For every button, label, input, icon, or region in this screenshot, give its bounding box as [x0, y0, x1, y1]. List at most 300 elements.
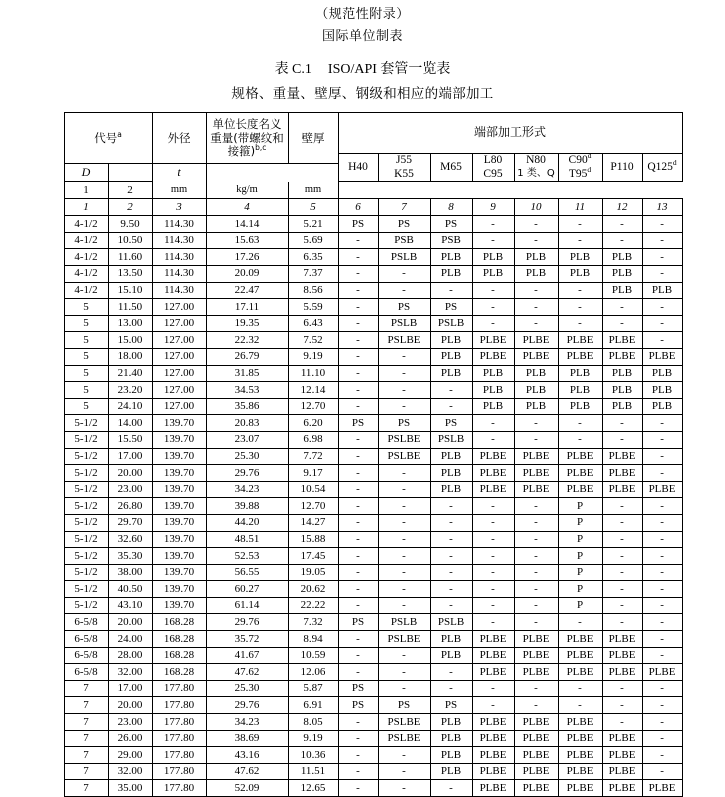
- end-finish-cell: PLBE: [472, 647, 514, 664]
- end-finish-cell: -: [514, 514, 558, 531]
- end-finish-cell: -: [514, 216, 558, 233]
- end-finish-cell: PLBE: [514, 747, 558, 764]
- header-outer-diameter: 外径: [152, 113, 206, 164]
- weight-kgm-cell: 52.09: [206, 780, 288, 797]
- nominal-weight-lb-cell: 24.00: [108, 631, 152, 648]
- weight-kgm-cell: 17.26: [206, 249, 288, 266]
- end-finish-cell: -: [642, 647, 682, 664]
- end-finish-cell: -: [642, 498, 682, 515]
- end-finish-cell: -: [338, 365, 378, 382]
- header-grade-c90-t95: [558, 151, 602, 182]
- end-finish-cell: -: [338, 348, 378, 365]
- nominal-weight-lb-cell: 10.50: [108, 232, 152, 249]
- end-finish-cell: PLBE: [514, 730, 558, 747]
- wall-thickness-cell: 7.37: [288, 266, 338, 283]
- end-finish-cell: -: [338, 498, 378, 515]
- weight-kgm-cell: 19.35: [206, 315, 288, 332]
- wall-thickness-cell: 6.20: [288, 415, 338, 432]
- end-finish-cell: -: [378, 747, 430, 764]
- end-finish-cell: PS: [430, 697, 472, 714]
- wall-thickness-cell: 6.91: [288, 697, 338, 714]
- end-finish-cell: -: [558, 299, 602, 316]
- end-finish-cell: -: [602, 415, 642, 432]
- table-row: [64, 249, 682, 266]
- outer-diameter-cell: 127.00: [152, 315, 206, 332]
- column-number: 4: [206, 199, 288, 216]
- weight-kgm-cell: 38.69: [206, 730, 288, 747]
- outer-diameter-cell: 139.70: [152, 465, 206, 482]
- wall-thickness-cell: 14.27: [288, 514, 338, 531]
- end-finish-cell: P: [558, 514, 602, 531]
- end-finish-cell: -: [642, 299, 682, 316]
- end-finish-cell: PLBE: [472, 664, 514, 681]
- nominal-weight-lb-cell: 35.30: [108, 548, 152, 565]
- footnote-marker-d: d: [672, 158, 677, 168]
- nominal-weight-lb-cell: 15.00: [108, 332, 152, 349]
- table-row: [64, 498, 682, 515]
- size-cell: 6-5/8: [64, 647, 108, 664]
- table-row: [64, 481, 682, 498]
- wall-thickness-cell: 9.17: [288, 465, 338, 482]
- weight-kgm-cell: 25.30: [206, 448, 288, 465]
- table-row: [64, 664, 682, 681]
- outer-diameter-cell: 114.30: [152, 216, 206, 233]
- end-finish-cell: -: [378, 780, 430, 797]
- end-finish-cell: -: [378, 647, 430, 664]
- table-row: [64, 431, 682, 448]
- wall-thickness-cell: 10.54: [288, 481, 338, 498]
- end-finish-cell: -: [642, 332, 682, 349]
- end-finish-cell: PLBE: [514, 647, 558, 664]
- nominal-weight-lb-cell: 32.00: [108, 763, 152, 780]
- end-finish-cell: PLBE: [602, 780, 642, 797]
- header-grade-n80: [514, 154, 558, 182]
- grade-line-1: N80: [526, 154, 546, 166]
- nominal-weight-lb-cell: 17.00: [108, 680, 152, 697]
- end-finish-cell: -: [558, 431, 602, 448]
- weight-kgm-cell: 43.16: [206, 747, 288, 764]
- end-finish-cell: -: [338, 647, 378, 664]
- weight-kgm-cell: 47.62: [206, 763, 288, 780]
- wall-thickness-cell: 7.32: [288, 614, 338, 631]
- nominal-weight-lb-cell: 26.80: [108, 498, 152, 515]
- end-finish-cell: -: [558, 614, 602, 631]
- size-cell: 5-1/2: [64, 564, 108, 581]
- grade-line-1: J55: [396, 154, 412, 167]
- end-finish-cell: -: [472, 282, 514, 299]
- end-finish-cell: -: [430, 581, 472, 598]
- wall-thickness-cell: 17.45: [288, 548, 338, 565]
- end-finish-cell: -: [338, 249, 378, 266]
- end-finish-cell: -: [338, 730, 378, 747]
- end-finish-cell: PLB: [430, 448, 472, 465]
- size-cell: 7: [64, 747, 108, 764]
- end-finish-cell: P: [558, 597, 602, 614]
- si-table-label: 国际单位制表: [321, 28, 403, 43]
- size-cell: 5-1/2: [64, 481, 108, 498]
- outer-diameter-cell: 127.00: [152, 382, 206, 399]
- nominal-weight-lb-cell: 43.10: [108, 597, 152, 614]
- document-titles: [0, 0, 725, 104]
- end-finish-cell: -: [642, 697, 682, 714]
- size-cell: 5-1/2: [64, 548, 108, 565]
- nominal-weight-lb-cell: 29.00: [108, 747, 152, 764]
- nominal-weight-lb-cell: 20.00: [108, 697, 152, 714]
- end-finish-cell: P: [558, 548, 602, 565]
- wall-thickness-cell: 8.94: [288, 631, 338, 648]
- grade-line-2: T95$^d$: [568, 164, 592, 180]
- outer-diameter-cell: 139.70: [152, 498, 206, 515]
- end-finish-cell: PLBE: [514, 780, 558, 797]
- column-number: 10: [514, 199, 558, 216]
- header-grade-q125: [642, 154, 682, 182]
- end-finish-cell: PS: [338, 614, 378, 631]
- end-finish-cell: PLB: [558, 365, 602, 382]
- wall-thickness-cell: 22.22: [288, 597, 338, 614]
- footnote-marker-bc: b,c: [255, 142, 267, 152]
- end-finish-cell: -: [430, 564, 472, 581]
- header-unit-kgm: kg/m: [206, 182, 288, 199]
- weight-kgm-cell: 15.63: [206, 232, 288, 249]
- end-finish-cell: -: [642, 249, 682, 266]
- end-finish-cell: PLB: [558, 382, 602, 399]
- outer-diameter-cell: 177.80: [152, 680, 206, 697]
- grade-line-1: L80: [483, 154, 503, 167]
- end-finish-cell: -: [338, 448, 378, 465]
- end-finish-cell: PS: [378, 697, 430, 714]
- end-finish-cell: -: [378, 348, 430, 365]
- header-designation-1: 1: [64, 182, 108, 199]
- end-finish-cell: -: [558, 216, 602, 233]
- wall-thickness-cell: 6.98: [288, 431, 338, 448]
- size-cell: 7: [64, 730, 108, 747]
- end-finish-cell: PSB: [430, 232, 472, 249]
- grade-line-1: H40: [348, 161, 368, 173]
- end-finish-cell: -: [642, 465, 682, 482]
- table-row: [64, 382, 682, 399]
- wall-thickness-cell: 12.65: [288, 780, 338, 797]
- end-finish-cell: PSLB: [430, 315, 472, 332]
- end-finish-cell: PLB: [514, 266, 558, 283]
- end-finish-cell: -: [338, 664, 378, 681]
- table-row: [64, 282, 682, 299]
- nominal-weight-lb-cell: 24.10: [108, 398, 152, 415]
- end-finish-cell: PLBE: [472, 481, 514, 498]
- table-row: [64, 680, 682, 697]
- end-finish-cell: PLBE: [558, 714, 602, 731]
- end-finish-cell: -: [602, 564, 642, 581]
- nominal-weight-lb-cell: 28.00: [108, 647, 152, 664]
- end-finish-cell: -: [642, 597, 682, 614]
- end-finish-cell: -: [514, 581, 558, 598]
- nominal-weight-lb-cell: 11.50: [108, 299, 152, 316]
- end-finish-cell: -: [602, 680, 642, 697]
- end-finish-cell: -: [430, 398, 472, 415]
- end-finish-cell: PLBE: [472, 448, 514, 465]
- end-finish-cell: -: [338, 282, 378, 299]
- casing-specification-table: [64, 112, 683, 797]
- table-row: [64, 365, 682, 382]
- header-designation-2: 2: [108, 182, 152, 199]
- size-cell: 5: [64, 299, 108, 316]
- end-finish-cell: -: [472, 431, 514, 448]
- size-cell: 5-1/2: [64, 514, 108, 531]
- table-row: [64, 597, 682, 614]
- end-finish-cell: -: [602, 581, 642, 598]
- end-finish-cell: -: [602, 299, 642, 316]
- end-finish-cell: PLB: [514, 398, 558, 415]
- end-finish-cell: PSLBE: [378, 714, 430, 731]
- end-finish-cell: -: [602, 548, 642, 565]
- wall-thickness-cell: 11.51: [288, 763, 338, 780]
- end-finish-cell: PLBE: [602, 465, 642, 482]
- wall-thickness-cell: 20.62: [288, 581, 338, 598]
- end-finish-cell: -: [602, 498, 642, 515]
- end-finish-cell: -: [558, 697, 602, 714]
- end-finish-cell: PLBE: [514, 448, 558, 465]
- end-finish-cell: PS: [378, 415, 430, 432]
- nominal-weight-lb-cell: 32.60: [108, 531, 152, 548]
- end-finish-cell: -: [602, 232, 642, 249]
- end-finish-cell: -: [602, 614, 642, 631]
- outer-diameter-cell: 177.80: [152, 730, 206, 747]
- end-finish-cell: PLB: [430, 730, 472, 747]
- table-row: [64, 697, 682, 714]
- end-finish-cell: PLBE: [514, 481, 558, 498]
- weight-kgm-cell: 22.32: [206, 332, 288, 349]
- table-row: [64, 398, 682, 415]
- header-nominal-weight: 单位长度名义重量(带螺纹和接箍)$^{b,c}$: [206, 113, 288, 164]
- end-finish-cell: -: [642, 531, 682, 548]
- table-container: [64, 112, 677, 797]
- header-grade-l80-c95: [472, 154, 514, 182]
- end-finish-cell: PLB: [558, 266, 602, 283]
- column-number: 6: [338, 199, 378, 216]
- nominal-weight-lb-cell: 9.50: [108, 216, 152, 233]
- table-row: [64, 564, 682, 581]
- header-weight-blank: [108, 164, 152, 182]
- end-finish-cell: PLB: [602, 365, 642, 382]
- table-title: ISO/API 套管一览表: [327, 62, 451, 77]
- wall-thickness-cell: 8.56: [288, 282, 338, 299]
- end-finish-cell: -: [472, 315, 514, 332]
- end-finish-cell: -: [642, 763, 682, 780]
- table-row: [64, 614, 682, 631]
- outer-diameter-cell: 127.00: [152, 348, 206, 365]
- weight-kgm-cell: 34.23: [206, 481, 288, 498]
- size-cell: 5-1/2: [64, 415, 108, 432]
- end-finish-cell: -: [642, 514, 682, 531]
- table-row: [64, 581, 682, 598]
- weight-kgm-cell: 29.76: [206, 614, 288, 631]
- end-finish-cell: -: [472, 597, 514, 614]
- weight-kgm-cell: 35.86: [206, 398, 288, 415]
- end-finish-cell: PLBE: [514, 631, 558, 648]
- weight-kgm-cell: 61.14: [206, 597, 288, 614]
- nominal-weight-lb-cell: 26.00: [108, 730, 152, 747]
- end-finish-cell: -: [378, 498, 430, 515]
- end-finish-cell: PS: [378, 299, 430, 316]
- table-row: [64, 465, 682, 482]
- end-finish-cell: PS: [338, 680, 378, 697]
- end-finish-cell: PLB: [642, 365, 682, 382]
- end-finish-cell: PLBE: [602, 730, 642, 747]
- outer-diameter-cell: 127.00: [152, 299, 206, 316]
- end-finish-cell: -: [602, 697, 642, 714]
- size-cell: 5: [64, 315, 108, 332]
- table-row: [64, 514, 682, 531]
- end-finish-cell: -: [514, 498, 558, 515]
- end-finish-cell: PLBE: [558, 747, 602, 764]
- end-finish-cell: PLBE: [642, 481, 682, 498]
- table-row: [64, 730, 682, 747]
- wall-thickness-cell: 12.06: [288, 664, 338, 681]
- size-cell: 5-1/2: [64, 531, 108, 548]
- weight-kgm-cell: 31.85: [206, 365, 288, 382]
- end-finish-cell: PLBE: [558, 481, 602, 498]
- size-cell: 6-5/8: [64, 631, 108, 648]
- nominal-weight-lb-cell: 32.00: [108, 664, 152, 681]
- outer-diameter-cell: 127.00: [152, 398, 206, 415]
- end-finish-cell: -: [642, 216, 682, 233]
- table-body: [64, 216, 682, 797]
- annex-label: （规范性附录）: [315, 6, 410, 21]
- end-finish-cell: PLBE: [558, 631, 602, 648]
- end-finish-cell: -: [602, 514, 642, 531]
- end-finish-cell: PLBE: [558, 348, 602, 365]
- wall-thickness-cell: 7.72: [288, 448, 338, 465]
- end-finish-cell: PLBE: [514, 465, 558, 482]
- weight-kgm-cell: 25.30: [206, 680, 288, 697]
- end-finish-cell: -: [378, 481, 430, 498]
- end-finish-cell: PLB: [472, 266, 514, 283]
- table-row: [64, 299, 682, 316]
- table-row: [64, 780, 682, 797]
- header-grade-h40: [338, 154, 378, 182]
- end-finish-cell: PLB: [602, 282, 642, 299]
- outer-diameter-cell: 139.70: [152, 448, 206, 465]
- end-finish-cell: PLBE: [514, 332, 558, 349]
- header-row-main: [64, 113, 682, 154]
- size-cell: 5-1/2: [64, 465, 108, 482]
- end-finish-cell: PLBE: [602, 647, 642, 664]
- end-finish-cell: PLBE: [602, 664, 642, 681]
- nominal-weight-lb-cell: 20.00: [108, 465, 152, 482]
- wall-thickness-cell: 5.69: [288, 232, 338, 249]
- table-row: [64, 531, 682, 548]
- end-finish-cell: -: [642, 415, 682, 432]
- header-wall-thickness: 壁厚: [288, 113, 338, 164]
- end-finish-cell: -: [378, 382, 430, 399]
- end-finish-cell: PSLBE: [378, 448, 430, 465]
- size-cell: 4-1/2: [64, 266, 108, 283]
- nominal-weight-lb-cell: 13.50: [108, 266, 152, 283]
- header-row-column-numbers: [64, 199, 682, 216]
- end-finish-cell: PSB: [378, 232, 430, 249]
- outer-diameter-cell: 177.80: [152, 714, 206, 731]
- end-finish-cell: -: [338, 232, 378, 249]
- column-number: 13: [642, 199, 682, 216]
- end-finish-cell: PLBE: [642, 664, 682, 681]
- table-row: [64, 548, 682, 565]
- end-finish-cell: -: [430, 780, 472, 797]
- size-cell: 5: [64, 348, 108, 365]
- size-cell: 6-5/8: [64, 664, 108, 681]
- header-symbol-t: t: [152, 164, 206, 182]
- end-finish-cell: PLB: [642, 398, 682, 415]
- end-finish-cell: PLBE: [558, 332, 602, 349]
- end-finish-cell: -: [472, 498, 514, 515]
- end-finish-cell: -: [378, 514, 430, 531]
- end-finish-cell: -: [472, 548, 514, 565]
- end-finish-cell: -: [514, 315, 558, 332]
- end-finish-cell: -: [558, 415, 602, 432]
- end-finish-cell: -: [430, 282, 472, 299]
- end-finish-cell: PLB: [472, 365, 514, 382]
- nominal-weight-lb-cell: 14.00: [108, 415, 152, 432]
- end-finish-cell: -: [514, 548, 558, 565]
- end-finish-cell: -: [472, 216, 514, 233]
- end-finish-cell: -: [338, 465, 378, 482]
- end-finish-cell: -: [472, 514, 514, 531]
- end-finish-cell: -: [338, 481, 378, 498]
- end-finish-cell: -: [642, 564, 682, 581]
- header-grade-m65: [430, 154, 472, 182]
- table-row: [64, 232, 682, 249]
- nominal-weight-lb-cell: 15.50: [108, 431, 152, 448]
- nominal-weight-lb-cell: 21.40: [108, 365, 152, 382]
- end-finish-cell: -: [642, 266, 682, 283]
- end-finish-cell: PSLB: [378, 315, 430, 332]
- end-finish-cell: PLBE: [472, 763, 514, 780]
- end-finish-cell: PS: [338, 415, 378, 432]
- end-finish-cell: -: [514, 697, 558, 714]
- outer-diameter-cell: 168.28: [152, 664, 206, 681]
- end-finish-cell: -: [602, 531, 642, 548]
- end-finish-cell: -: [514, 680, 558, 697]
- end-finish-cell: -: [378, 266, 430, 283]
- end-finish-cell: -: [514, 282, 558, 299]
- end-finish-cell: PLBE: [472, 631, 514, 648]
- end-finish-cell: PLBE: [514, 714, 558, 731]
- wall-thickness-cell: 10.36: [288, 747, 338, 764]
- end-finish-cell: PLB: [430, 266, 472, 283]
- grade-line-2: 1 类、Q: [517, 168, 555, 180]
- outer-diameter-cell: 139.70: [152, 514, 206, 531]
- grade-line-2: C95: [483, 167, 503, 180]
- end-finish-cell: PLB: [642, 282, 682, 299]
- nominal-weight-lb-cell: 35.00: [108, 780, 152, 797]
- end-finish-cell: PLBE: [558, 780, 602, 797]
- end-finish-cell: -: [378, 597, 430, 614]
- weight-kgm-cell: 35.72: [206, 631, 288, 648]
- end-finish-cell: PSLB: [430, 614, 472, 631]
- end-finish-cell: -: [602, 431, 642, 448]
- end-finish-cell: PLBE: [602, 448, 642, 465]
- wall-thickness-cell: 5.21: [288, 216, 338, 233]
- end-finish-cell: PLBE: [514, 763, 558, 780]
- end-finish-cell: PLB: [430, 747, 472, 764]
- end-finish-cell: PLB: [514, 365, 558, 382]
- end-finish-cell: PLBE: [558, 763, 602, 780]
- end-finish-cell: PLB: [472, 382, 514, 399]
- end-finish-cell: -: [378, 465, 430, 482]
- nominal-weight-lb-cell: 40.50: [108, 581, 152, 598]
- end-finish-cell: PLB: [514, 382, 558, 399]
- grade-line-1: M65: [440, 161, 462, 173]
- end-finish-cell: -: [338, 714, 378, 731]
- end-finish-cell: PLBE: [602, 332, 642, 349]
